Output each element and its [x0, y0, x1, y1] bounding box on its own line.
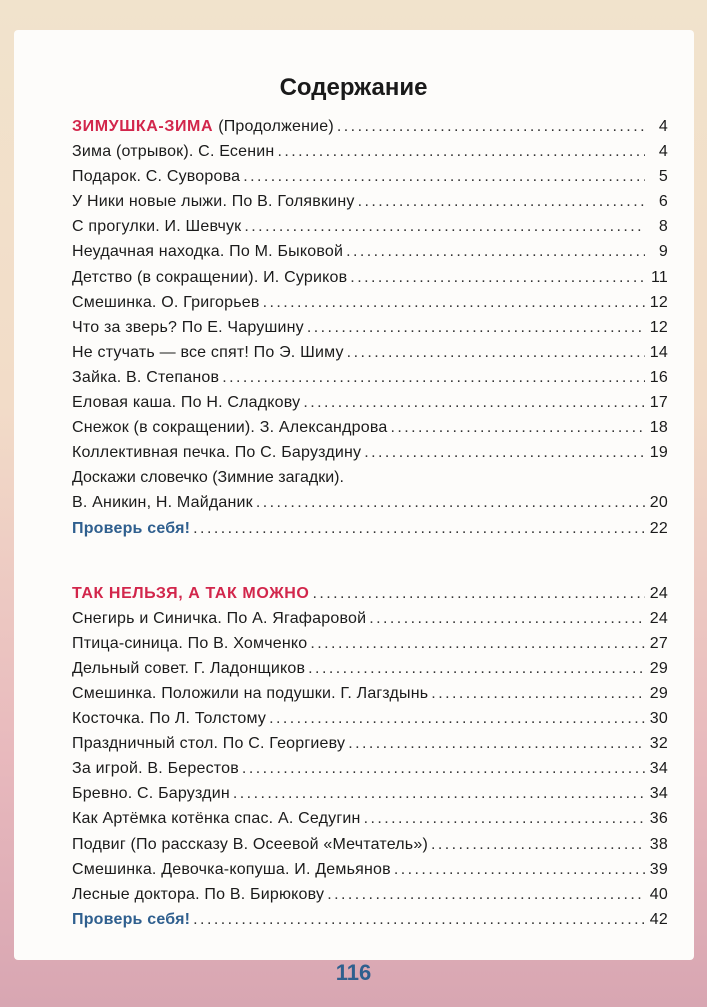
- section-heading: [72, 118, 668, 143]
- page-ref: 32: [649, 735, 668, 753]
- dot-leader: [243, 168, 645, 186]
- section-gap: [72, 545, 668, 585]
- page-ref: 29: [649, 684, 668, 702]
- entry-title: Детство (в сокращении). И. Суриков: [72, 268, 348, 286]
- entry-title: Птица-синица. По В. Хомченко: [72, 634, 308, 652]
- dot-leader: [244, 218, 645, 236]
- page-ref: 20: [649, 494, 668, 512]
- page-ref: 14: [649, 343, 668, 361]
- toc-entry: [72, 494, 668, 519]
- toc-entry: [72, 710, 668, 735]
- toc-entry: [72, 243, 668, 268]
- entry-title: Праздничный стол. По С. Георгиеву: [72, 735, 346, 753]
- entry-title: Не стучать — все спят! По Э. Шиму: [72, 343, 344, 361]
- page-ref: 34: [649, 785, 668, 803]
- toc-entry: [72, 419, 668, 444]
- dot-leader: [310, 635, 645, 653]
- entry-title: Снежок (в сокращении). З. Александрова: [72, 419, 388, 437]
- page-ref: 29: [649, 659, 668, 677]
- entry-title: Смешинка. Девочка-копуша. И. Демьянов: [72, 860, 391, 878]
- toc-entry: [72, 861, 668, 886]
- entry-title: Подарок. С. Суворова: [72, 168, 241, 186]
- dot-leader: [390, 419, 645, 437]
- self-check-entry: [72, 911, 668, 936]
- entry-title: Подвиг (По рассказу В. Осеевой «Мечтатель»): [72, 835, 428, 853]
- dot-leader: [364, 810, 645, 828]
- page-ref: 19: [649, 444, 668, 462]
- page-ref: 27: [649, 634, 668, 652]
- entry-title: У Ники новые лыжи. По В. Голявкину: [72, 193, 355, 211]
- section-items: [72, 610, 668, 911]
- toc-entry: [72, 193, 668, 218]
- toc-entry: [72, 836, 668, 861]
- page-ref: 6: [658, 193, 668, 211]
- dot-leader: [346, 243, 645, 261]
- page-ref: 42: [649, 910, 668, 928]
- toc-entry: [72, 735, 668, 760]
- page-ref: 12: [649, 293, 668, 311]
- page-ref: 30: [649, 710, 668, 728]
- dot-leader: [307, 319, 645, 337]
- page-ref: 24: [649, 584, 668, 602]
- toc-entry: [72, 394, 668, 419]
- dot-leader: [364, 444, 645, 462]
- page-ref: 4: [658, 143, 668, 161]
- toc-entry: [72, 810, 668, 835]
- entry-title: Косточка. По Л. Толстому: [72, 710, 267, 728]
- page-ref: 16: [649, 368, 668, 386]
- entry-title: Проверь себя!: [72, 519, 191, 537]
- dot-leader: [312, 585, 645, 603]
- toc-entry: [72, 635, 668, 660]
- dot-leader: [394, 861, 645, 879]
- page-ref: 34: [649, 760, 668, 778]
- dot-leader: [256, 494, 645, 512]
- dot-leader: [347, 344, 645, 362]
- dot-leader: [277, 143, 645, 161]
- toc-entry: [72, 660, 668, 685]
- section-title: ТАК НЕЛЬЗЯ, А ТАК МОЖНО: [72, 584, 310, 602]
- page-ref: 12: [649, 318, 668, 336]
- dot-leader: [233, 785, 645, 803]
- page-ref: 36: [649, 810, 668, 828]
- toc-entry: [72, 168, 668, 193]
- page-ref: 17: [649, 394, 668, 412]
- page-ref: 11: [650, 268, 668, 286]
- dot-leader: [350, 269, 645, 287]
- toc-entry: [72, 294, 668, 319]
- entry-title: Снегирь и Синичка. По А. Ягафаровой: [72, 609, 367, 627]
- dot-leader: [269, 710, 645, 728]
- dot-leader: [242, 760, 645, 778]
- toc-entry: [72, 269, 668, 294]
- toc-entry: [72, 369, 668, 394]
- entry-title: Дельный совет. Г. Ладонщиков: [72, 659, 306, 677]
- dot-leader: [193, 520, 645, 538]
- page-ref: 8: [658, 218, 668, 236]
- toc-entry: [72, 886, 668, 911]
- entry-title: Зайка. В. Степанов: [72, 368, 220, 386]
- section-heading: [72, 585, 668, 610]
- dot-leader: [358, 193, 645, 211]
- toc-entry: [72, 344, 668, 369]
- dot-leader: [303, 394, 645, 412]
- entry-title: Смешинка. О. Григорьев: [72, 293, 260, 311]
- dot-leader: [431, 685, 645, 703]
- page-ref: 40: [649, 885, 668, 903]
- section-items: [72, 143, 668, 469]
- entry-title: Проверь себя!: [72, 910, 191, 928]
- page-ref: 22: [649, 519, 668, 537]
- toc-entry: [72, 760, 668, 785]
- entry-title: Коллективная печка. По С. Баруздину: [72, 444, 362, 462]
- entry-title: Смешинка. Положили на подушки. Г. Лагздынь: [72, 684, 429, 702]
- entry-title: Что за зверь? По Е. Чарушину: [72, 318, 304, 336]
- dot-leader: [348, 735, 645, 753]
- dot-leader: [369, 610, 645, 628]
- entry-title: За игрой. В. Берестов: [72, 760, 239, 778]
- page-ref: 38: [649, 835, 668, 853]
- table-of-contents: [72, 118, 668, 936]
- self-check-entry: [72, 520, 668, 545]
- entry-title: Как Артёмка котёнка спас. А. Седугин: [72, 810, 361, 828]
- page-title: Содержание: [279, 74, 428, 101]
- dot-leader: [337, 118, 645, 136]
- entry-title: Зима (отрывок). С. Есенин: [72, 143, 275, 161]
- dot-leader: [308, 660, 645, 678]
- toc-entry: [72, 444, 668, 469]
- page-ref: 9: [658, 243, 668, 261]
- entry-title: Еловая каша. По Н. Сладкову: [72, 394, 301, 412]
- dot-leader: [431, 836, 645, 854]
- toc-entry: [72, 319, 668, 344]
- page-ref: 39: [649, 860, 668, 878]
- section-title: ЗИМУШКА-ЗИМА (Продолжение): [72, 118, 334, 135]
- page-ref: 4: [658, 118, 668, 135]
- dot-leader: [193, 911, 645, 929]
- dot-leader: [222, 369, 645, 387]
- page-ref: 5: [658, 168, 668, 186]
- entry-title: Бревно. С. Баруздин: [72, 785, 230, 803]
- entry-title: В. Аникин, Н. Майданик: [72, 494, 253, 512]
- page-number: 116: [335, 960, 372, 985]
- toc-entry: [72, 143, 668, 168]
- entry-title: Неудачная находка. По М. Быковой: [72, 243, 344, 261]
- entry-title: С прогулки. И. Шевчук: [72, 218, 242, 236]
- toc-entry: [72, 610, 668, 635]
- page-ref: 18: [649, 419, 668, 437]
- toc-entry: [72, 685, 668, 710]
- entry-title: Лесные доктора. По В. Бирюкову: [72, 885, 325, 903]
- toc-entry: [72, 218, 668, 243]
- dot-leader: [263, 294, 645, 312]
- dot-leader: [327, 886, 645, 904]
- page-ref: 24: [649, 609, 668, 627]
- toc-entry-line: Доскажи словечко (Зимние загадки).: [72, 469, 344, 487]
- toc-entry: [72, 785, 668, 810]
